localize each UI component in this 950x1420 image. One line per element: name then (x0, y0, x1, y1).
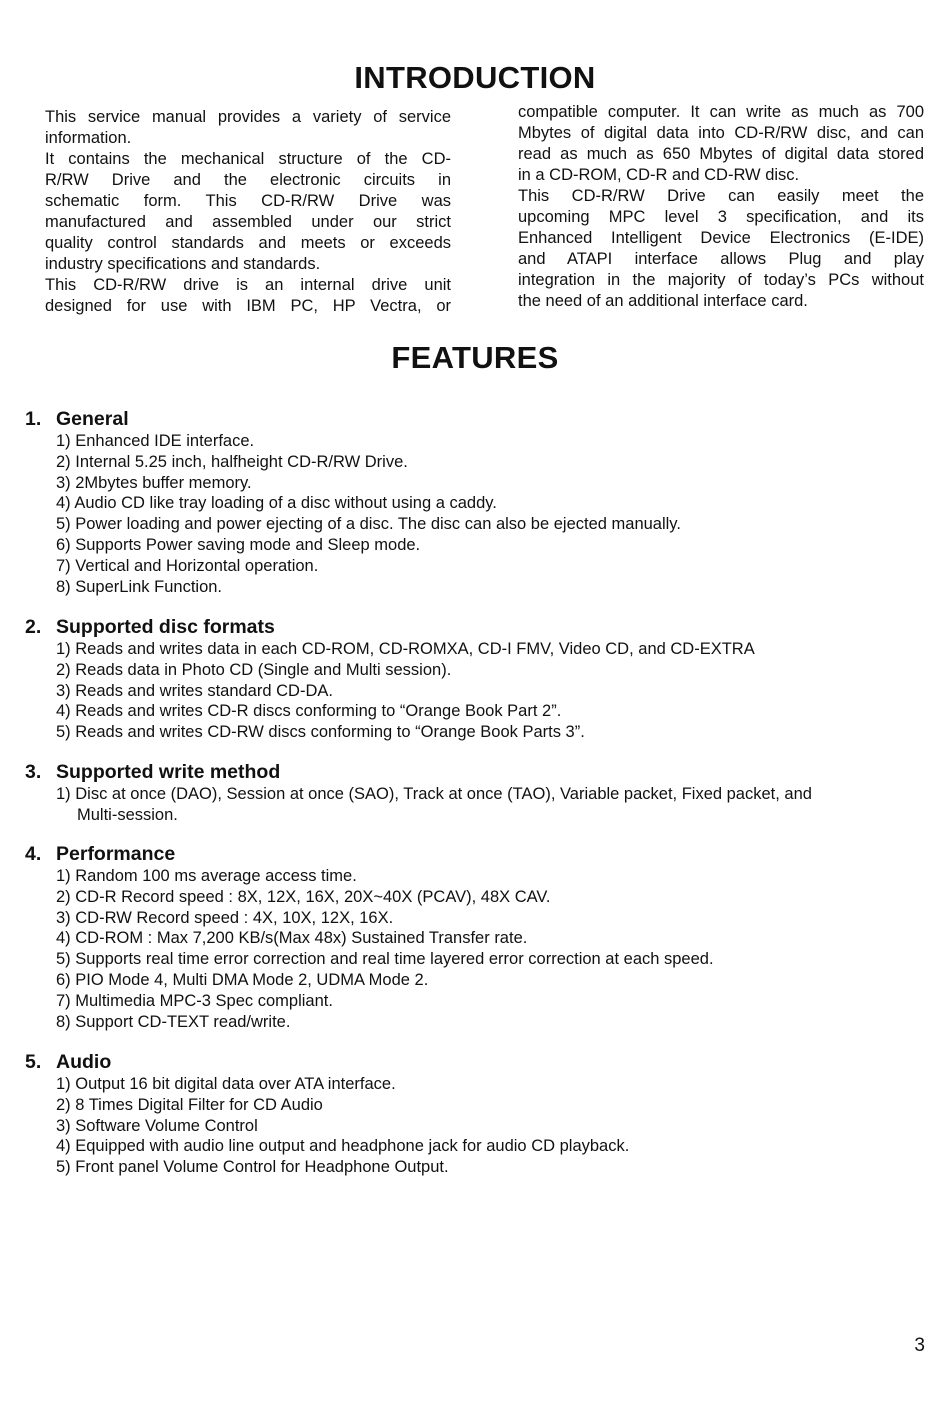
feature-item: 5) Front panel Volume Control for Headphone Output. (56, 1158, 449, 1177)
section-title: Supported disc formats (56, 616, 275, 638)
feature-item: 5) Reads and writes CD-RW discs conforming to “Orange Book Parts 3”. (56, 723, 585, 742)
section-heading (25, 842, 925, 866)
intro-line: quality control standards and meets or exceeds (45, 234, 451, 252)
introduction-title: INTRODUCTION (354, 60, 596, 95)
feature-item: 1) Enhanced IDE interface. (56, 432, 255, 450)
intro-line: and ATAPI interface allows Plug and play (518, 250, 924, 268)
section-number: 3. (25, 761, 42, 783)
section-number: 4. (25, 843, 42, 865)
intro-line: This service manual provides a variety of service (45, 108, 451, 126)
feature-item: 6) Supports Power saving mode and Sleep mode. (56, 535, 421, 554)
intro-line: This CD-R/RW Drive can easily meet the (518, 187, 924, 205)
intro-line: the need of an additional interface card. (518, 292, 808, 310)
intro-line: industry specifications and standards. (45, 255, 321, 273)
feature-item-continuation: Multi-session. (77, 805, 178, 824)
feature-section-audio (25, 1050, 925, 1178)
feature-item: 1) Output 16 bit digital data over ATA interface. (56, 1075, 396, 1093)
section-number: 1. (25, 408, 42, 430)
feature-item: 8) Support CD-TEXT read/write. (56, 1012, 291, 1031)
feature-item: 3) Reads and writes standard CD-DA. (56, 681, 333, 700)
feature-item: 7) Multimedia MPC-3 Spec compliant. (56, 991, 333, 1010)
intro-line: This CD-R/RW drive is an internal drive unit (45, 276, 451, 294)
features-title: FEATURES (391, 340, 559, 375)
feature-item: 4) Audio CD like tray loading of a disc without using a caddy. (56, 494, 497, 513)
feature-item: 1) Random 100 ms average access time. (56, 867, 357, 885)
feature-item: 2) Internal 5.25 inch, halfheight CD-R/RW Drive. (56, 452, 408, 471)
feature-item: 3) CD-RW Record speed : 4X, 10X, 12X, 16X. (56, 908, 394, 927)
intro-line: Mbytes of digital data into CD-R/RW disc, and can (518, 124, 924, 142)
section-heading (25, 615, 925, 639)
section-heading (25, 1050, 925, 1074)
section-number: 5. (25, 1051, 42, 1073)
feature-item: 5) Power loading and power ejecting of a disc. The disc can also be ejected manually. (56, 515, 681, 534)
feature-item: 1) Reads and writes data in each CD-ROM, CD-ROMXA, CD-I FMV, Video CD, and CD-EXTRA (56, 640, 755, 658)
section-number: 2. (25, 616, 42, 638)
section-title: Performance (56, 843, 176, 865)
feature-item: 4) CD-ROM : Max 7,200 KB/s(Max 48x) Sustained Transfer rate. (56, 929, 528, 948)
feature-item: 8) SuperLink Function. (56, 577, 223, 596)
section-title: Supported write method (56, 761, 281, 783)
intro-line: R/RW Drive and the electronic circuits in (45, 171, 451, 189)
section-heading (25, 407, 925, 431)
page-number: 3 (914, 1335, 925, 1356)
feature-section-performance (25, 842, 925, 1032)
intro-line: information. (45, 129, 132, 147)
intro-right-column (518, 102, 924, 312)
section-heading (25, 760, 925, 784)
intro-line: schematic form. This CD-R/RW Drive was (45, 192, 451, 210)
intro-line: manufactured and assembled under our strict (45, 213, 451, 231)
intro-line: in a CD-ROM, CD-R and CD-RW disc. (518, 166, 800, 184)
feature-item: 2) Reads data in Photo CD (Single and Multi session). (56, 660, 452, 679)
intro-line: It contains the mechanical structure of the CD- (45, 150, 451, 168)
intro-left-column (45, 107, 451, 317)
feature-item: 3) 2Mbytes buffer memory. (56, 473, 252, 492)
feature-item: 1) Disc at once (DAO), Session at once (SAO), Track at once (TAO), Variable packet, Fixed packet, and (56, 785, 812, 803)
intro-line: read as much as 650 Mbytes of digital data stored (518, 145, 924, 163)
feature-section-disc-formats (25, 615, 925, 743)
feature-item: 7) Vertical and Horizontal operation. (56, 556, 319, 575)
section-title: Audio (56, 1051, 112, 1073)
feature-item: 6) PIO Mode 4, Multi DMA Mode 2, UDMA Mode 2. (56, 970, 429, 989)
intro-line: upcoming MPC level 3 specification, and its (518, 208, 924, 226)
feature-item: 2) 8 Times Digital Filter for CD Audio (56, 1095, 323, 1114)
feature-section-write-method (25, 760, 925, 826)
feature-item: 3) Software Volume Control (56, 1116, 258, 1135)
intro-line: designed for use with IBM PC, HP Vectra, or (45, 297, 451, 315)
intro-line: Enhanced Intelligent Device Electronics (E-IDE) (518, 229, 924, 247)
feature-item: 4) Equipped with audio line output and headphone jack for audio CD playback. (56, 1137, 630, 1156)
intro-line: compatible computer. It can write as much as 700 (518, 103, 924, 121)
feature-section-general (25, 407, 925, 597)
feature-item: 5) Supports real time error correction and real time layered error correction at each speed. (56, 950, 714, 969)
section-title: General (56, 408, 129, 430)
feature-item: 4) Reads and writes CD-R discs conforming to “Orange Book Part 2”. (56, 702, 562, 721)
feature-item: 2) CD-R Record speed : 8X, 12X, 16X, 20X~40X (PCAV), 48X CAV. (56, 887, 551, 906)
intro-line: integration in the majority of today’s PCs without (518, 271, 924, 289)
